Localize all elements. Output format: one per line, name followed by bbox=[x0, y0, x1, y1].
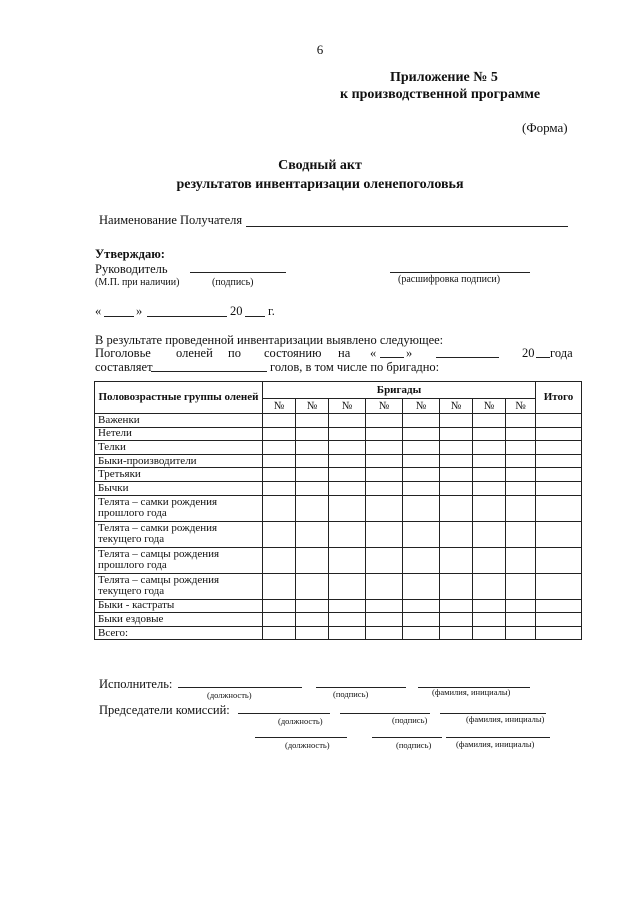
brigade-cell[interactable] bbox=[473, 547, 506, 573]
date-year-prefix: 20 bbox=[230, 304, 243, 318]
brigade-cell[interactable] bbox=[473, 521, 506, 547]
brigade-cell[interactable] bbox=[506, 547, 536, 573]
executor-position-caption: (должность) bbox=[207, 690, 252, 700]
brigade-cell[interactable] bbox=[329, 573, 366, 599]
stamp-caption: (М.П. при наличии) bbox=[95, 277, 180, 288]
brigade-cell[interactable] bbox=[329, 427, 366, 441]
table-row bbox=[95, 599, 582, 613]
brigade-cell[interactable] bbox=[403, 573, 440, 599]
brigade-cell[interactable] bbox=[366, 454, 403, 468]
brigade-cell[interactable] bbox=[506, 427, 536, 441]
table-row bbox=[95, 521, 582, 547]
total-cell[interactable] bbox=[536, 573, 582, 599]
executor-position-line[interactable] bbox=[178, 687, 302, 688]
brigade-number-header: № bbox=[263, 399, 296, 414]
row-label: Быки - кастраты bbox=[95, 599, 263, 613]
brigade-cell[interactable] bbox=[296, 441, 329, 455]
brigade-cell[interactable] bbox=[506, 613, 536, 627]
brigade-number-header: № bbox=[329, 399, 366, 414]
page-number: 6 bbox=[316, 42, 324, 57]
brigade-cell[interactable] bbox=[473, 613, 506, 627]
brigade-cell[interactable] bbox=[296, 547, 329, 573]
brigade-cell[interactable] bbox=[473, 468, 506, 482]
document-title: Сводный акт bbox=[278, 158, 362, 173]
chairman2-name-caption: (фамилия, инициалы) bbox=[456, 739, 535, 749]
brigade-cell[interactable] bbox=[366, 599, 403, 613]
brigade-cell[interactable] bbox=[403, 547, 440, 573]
brigade-cell[interactable] bbox=[296, 599, 329, 613]
brigade-cell[interactable] bbox=[506, 468, 536, 482]
table-row bbox=[95, 468, 582, 482]
brigade-cell[interactable] bbox=[403, 468, 440, 482]
brigade-number-header: № bbox=[506, 399, 536, 414]
brigade-cell[interactable] bbox=[366, 495, 403, 521]
date-year-suffix: г. bbox=[268, 304, 275, 318]
result-quote-close: » bbox=[406, 346, 413, 360]
total-cell[interactable] bbox=[536, 599, 582, 613]
form-label: (Форма) bbox=[522, 120, 568, 135]
total-cell[interactable] bbox=[536, 547, 582, 573]
table-row bbox=[95, 547, 582, 573]
result-word-1: Поголовье bbox=[95, 346, 151, 360]
result-word-4: состоянию bbox=[264, 346, 322, 360]
chairman2-name-line[interactable] bbox=[446, 737, 550, 738]
brigade-cell[interactable] bbox=[263, 626, 296, 640]
chairman2-signature-caption: (подпись) bbox=[396, 740, 432, 750]
brigade-cell[interactable] bbox=[440, 414, 473, 428]
approve-heading: Утверждаю: bbox=[95, 247, 165, 261]
chairman2-position-line[interactable] bbox=[255, 737, 347, 738]
brigade-cell[interactable] bbox=[440, 481, 473, 495]
row-label: Третьяки bbox=[95, 468, 263, 482]
chairman1-position-caption: (должность) bbox=[278, 716, 323, 726]
brigade-cell[interactable] bbox=[296, 521, 329, 547]
total-cell[interactable] bbox=[536, 481, 582, 495]
brigade-cell[interactable] bbox=[263, 547, 296, 573]
brigade-cell[interactable] bbox=[473, 495, 506, 521]
brigade-cell[interactable] bbox=[366, 626, 403, 640]
result-word-3: по bbox=[228, 346, 241, 360]
brigade-cell[interactable] bbox=[440, 495, 473, 521]
brigade-cell[interactable] bbox=[263, 468, 296, 482]
brigade-cell[interactable] bbox=[403, 427, 440, 441]
chairman2-position-caption: (должность) bbox=[285, 740, 330, 750]
result-line3-prefix: составляет bbox=[95, 360, 153, 374]
total-cell[interactable] bbox=[536, 626, 582, 640]
table-row bbox=[95, 626, 582, 640]
brigade-cell[interactable] bbox=[329, 441, 366, 455]
document-subtitle: результатов инвентаризации оленепоголовья bbox=[176, 177, 464, 192]
brigade-cell[interactable] bbox=[403, 599, 440, 613]
appendix-title: Приложение № 5 bbox=[390, 70, 498, 85]
row-label: Телята – самки рождения текущего года bbox=[95, 521, 263, 547]
chairman1-signature-caption: (подпись) bbox=[392, 715, 428, 725]
brigade-cell[interactable] bbox=[473, 573, 506, 599]
brigade-cell[interactable] bbox=[296, 573, 329, 599]
brigade-cell[interactable] bbox=[506, 495, 536, 521]
result-month-line[interactable] bbox=[436, 357, 499, 358]
decode-caption: (расшифровка подписи) bbox=[398, 274, 501, 285]
brigade-cell[interactable] bbox=[440, 613, 473, 627]
brigade-cell[interactable] bbox=[506, 626, 536, 640]
executor-name-caption: (фамилия, инициалы) bbox=[432, 687, 511, 697]
brigade-cell[interactable] bbox=[329, 613, 366, 627]
head-name-line[interactable] bbox=[390, 272, 530, 273]
appendix-subtitle: к производственной программе bbox=[340, 87, 541, 102]
brigade-cell[interactable] bbox=[440, 441, 473, 455]
brigade-cell[interactable] bbox=[366, 441, 403, 455]
brigade-cell[interactable] bbox=[506, 599, 536, 613]
row-label: Телята – самки рождения прошлого года bbox=[95, 495, 263, 521]
brigade-cell[interactable] bbox=[296, 626, 329, 640]
chairman1-name-caption: (фамилия, инициалы) bbox=[466, 714, 545, 724]
brigade-cell[interactable] bbox=[440, 626, 473, 640]
brigade-cell[interactable] bbox=[263, 414, 296, 428]
brigade-cell[interactable] bbox=[296, 414, 329, 428]
brigade-cell[interactable] bbox=[329, 495, 366, 521]
row-label: Телята – самцы рождения прошлого года bbox=[95, 547, 263, 573]
date-year-line[interactable] bbox=[245, 316, 265, 317]
brigade-cell[interactable] bbox=[329, 454, 366, 468]
chairman1-signature-line[interactable] bbox=[340, 713, 430, 714]
brigade-cell[interactable] bbox=[403, 414, 440, 428]
brigade-number-header: № bbox=[366, 399, 403, 414]
brigade-number-header: № bbox=[403, 399, 440, 414]
row-label: Телята – самцы рождения текущего года bbox=[95, 573, 263, 599]
brigade-cell[interactable] bbox=[296, 427, 329, 441]
brigade-cell[interactable] bbox=[440, 521, 473, 547]
brigade-cell[interactable] bbox=[403, 495, 440, 521]
brigade-cell[interactable] bbox=[366, 613, 403, 627]
total-cell[interactable] bbox=[536, 414, 582, 428]
row-label: Всего: bbox=[95, 626, 263, 640]
table-row bbox=[95, 481, 582, 495]
brigade-cell[interactable] bbox=[473, 414, 506, 428]
table-row bbox=[95, 495, 582, 521]
brigade-cell[interactable] bbox=[506, 573, 536, 599]
brigade-cell[interactable] bbox=[263, 441, 296, 455]
brigade-cell[interactable] bbox=[506, 414, 536, 428]
date-day-line[interactable] bbox=[104, 316, 134, 317]
brigade-cell[interactable] bbox=[506, 454, 536, 468]
group-header: Половозрастные группы оленей bbox=[95, 382, 263, 414]
brigade-cell[interactable] bbox=[263, 521, 296, 547]
brigade-cell[interactable] bbox=[366, 573, 403, 599]
brigade-cell[interactable] bbox=[329, 547, 366, 573]
brigade-cell[interactable] bbox=[403, 454, 440, 468]
brigade-cell[interactable] bbox=[366, 521, 403, 547]
row-label: Быки-производители bbox=[95, 454, 263, 468]
row-label: Нетели bbox=[95, 427, 263, 441]
brigade-cell[interactable] bbox=[440, 599, 473, 613]
brigade-cell[interactable] bbox=[263, 427, 296, 441]
total-cell[interactable] bbox=[536, 495, 582, 521]
chairman-label: Председатели комиссий: bbox=[99, 703, 230, 717]
brigade-cell[interactable] bbox=[366, 414, 403, 428]
brigade-cell[interactable] bbox=[296, 613, 329, 627]
table-row bbox=[95, 613, 582, 627]
brigade-cell[interactable] bbox=[440, 547, 473, 573]
executor-signature-line[interactable] bbox=[316, 687, 406, 688]
brigade-cell[interactable] bbox=[473, 427, 506, 441]
total-header: Итого bbox=[536, 382, 582, 414]
brigade-cell[interactable] bbox=[329, 414, 366, 428]
brigade-cell[interactable] bbox=[263, 454, 296, 468]
table-row bbox=[95, 441, 582, 455]
brigade-cell[interactable] bbox=[366, 481, 403, 495]
table-row bbox=[95, 427, 582, 441]
row-label: Телки bbox=[95, 441, 263, 455]
result-line3-suffix: голов, в том числе по бригадно: bbox=[270, 360, 440, 374]
brigade-cell[interactable] bbox=[506, 481, 536, 495]
sign-caption: (подпись) bbox=[212, 277, 254, 288]
brigade-cell[interactable] bbox=[366, 547, 403, 573]
brigade-cell[interactable] bbox=[366, 427, 403, 441]
brigade-cell[interactable] bbox=[263, 613, 296, 627]
brigade-cell[interactable] bbox=[440, 573, 473, 599]
total-cell[interactable] bbox=[536, 454, 582, 468]
brigade-cell[interactable] bbox=[440, 427, 473, 441]
total-cell[interactable] bbox=[536, 468, 582, 482]
brigade-cell[interactable] bbox=[296, 468, 329, 482]
result-quote-open: « bbox=[370, 346, 377, 360]
brigade-number-header: № bbox=[440, 399, 473, 414]
brigade-cell[interactable] bbox=[263, 573, 296, 599]
brigade-number-header: № bbox=[296, 399, 329, 414]
table-row bbox=[95, 414, 582, 428]
table-row bbox=[95, 573, 582, 599]
row-label: Бычки bbox=[95, 481, 263, 495]
date-month-line[interactable] bbox=[147, 316, 227, 317]
brigade-cell[interactable] bbox=[403, 613, 440, 627]
brigade-cell[interactable] bbox=[366, 468, 403, 482]
brigade-cell[interactable] bbox=[263, 495, 296, 521]
head-signature-line[interactable] bbox=[190, 272, 286, 273]
brigade-cell[interactable] bbox=[440, 468, 473, 482]
inventory-table bbox=[94, 381, 582, 640]
brigade-cell[interactable] bbox=[403, 521, 440, 547]
brigade-cell[interactable] bbox=[296, 495, 329, 521]
brigade-cell[interactable] bbox=[473, 441, 506, 455]
brigade-cell[interactable] bbox=[473, 626, 506, 640]
chairman1-position-line[interactable] bbox=[238, 713, 330, 714]
result-word-5: на bbox=[338, 346, 351, 360]
head-label: Руководитель bbox=[95, 262, 168, 276]
brigade-cell[interactable] bbox=[473, 481, 506, 495]
row-label: Быки ездовые bbox=[95, 613, 263, 627]
brigade-cell[interactable] bbox=[263, 481, 296, 495]
brigade-cell[interactable] bbox=[263, 599, 296, 613]
brigade-cell[interactable] bbox=[329, 468, 366, 482]
executor-label: Исполнитель: bbox=[99, 677, 173, 691]
date-open-quote: « bbox=[95, 304, 102, 318]
result-total-line[interactable] bbox=[151, 371, 267, 372]
row-label: Важенки bbox=[95, 414, 263, 428]
total-cell[interactable] bbox=[536, 441, 582, 455]
brigade-cell[interactable] bbox=[403, 481, 440, 495]
brigade-cell[interactable] bbox=[329, 481, 366, 495]
recipient-field[interactable] bbox=[246, 226, 568, 227]
total-cell[interactable] bbox=[536, 521, 582, 547]
brigade-cell[interactable] bbox=[329, 521, 366, 547]
recipient-label: Наименование Получателя bbox=[99, 213, 243, 227]
result-line1: В результате проведенной инвентаризации выявлено следующее: bbox=[95, 333, 444, 347]
result-day-line[interactable] bbox=[380, 357, 404, 358]
total-cell[interactable] bbox=[536, 427, 582, 441]
brigade-cell[interactable] bbox=[329, 599, 366, 613]
brigade-cell[interactable] bbox=[296, 454, 329, 468]
brigade-cell[interactable] bbox=[473, 599, 506, 613]
brigade-number-header: № bbox=[473, 399, 506, 414]
brigade-cell[interactable] bbox=[473, 454, 506, 468]
result-year-suffix: года bbox=[550, 346, 573, 360]
brigade-cell[interactable] bbox=[440, 454, 473, 468]
result-year-prefix: 20 bbox=[522, 346, 535, 360]
brigade-cell[interactable] bbox=[403, 626, 440, 640]
executor-signature-caption: (подпись) bbox=[333, 689, 369, 699]
brigade-cell[interactable] bbox=[296, 481, 329, 495]
total-cell[interactable] bbox=[536, 613, 582, 627]
brigade-cell[interactable] bbox=[403, 441, 440, 455]
date-close-quote: » bbox=[136, 304, 143, 318]
brigade-cell[interactable] bbox=[506, 521, 536, 547]
result-year-line[interactable] bbox=[536, 357, 550, 358]
brigade-cell[interactable] bbox=[506, 441, 536, 455]
table-row bbox=[95, 454, 582, 468]
result-word-2: оленей bbox=[176, 346, 213, 360]
brigades-header: Бригады bbox=[263, 382, 536, 399]
chairman2-signature-line[interactable] bbox=[372, 737, 442, 738]
brigade-cell[interactable] bbox=[329, 626, 366, 640]
